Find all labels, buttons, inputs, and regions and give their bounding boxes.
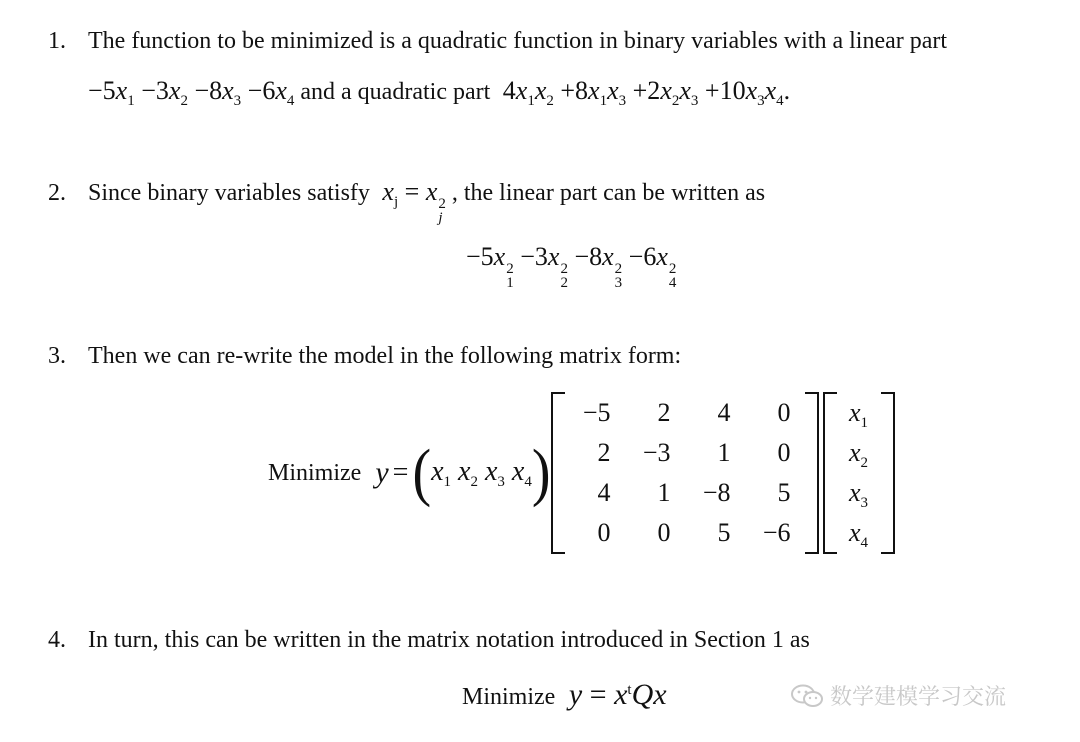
matrix-cell: 1 — [657, 478, 671, 507]
item-1 — [48, 26, 947, 56]
item-text: Then we can re-write the model in the following matrix form: — [88, 343, 682, 369]
minimize-label: Minimize — [268, 459, 362, 486]
matrix-cell: 0 — [777, 438, 791, 467]
matrix-cell: 0 — [657, 518, 671, 547]
vector-left-bracket — [823, 392, 837, 554]
final-equation — [462, 675, 667, 712]
wechat-icon — [790, 683, 824, 709]
matrix-cell: 4 — [597, 478, 611, 507]
item-number: 4. — [48, 627, 66, 653]
matrix-cell: 2 — [597, 438, 611, 467]
matrix-cell: 5 — [717, 518, 731, 547]
matrix-cell: 5 — [777, 478, 791, 507]
item-number: 2. — [48, 180, 66, 206]
matrix-cell: −5 — [582, 398, 611, 427]
matrix-cell: 1 — [717, 438, 731, 467]
item-4 — [48, 625, 810, 655]
y-variable: y — [375, 456, 389, 489]
xtqx-formula: $y = x^tQx$ — [568, 678, 667, 711]
equals-sign: = — [392, 457, 409, 488]
item-2-tail-text: , the linear part can be written as — [451, 180, 766, 206]
watermark-text: 数学建模学习交流 — [830, 685, 1007, 710]
matrix-cell: −8 — [702, 478, 731, 507]
item-2 — [48, 177, 765, 225]
linear-part-formula: $-5x_1 -3x_2 -8x_3 -6x_4$ — [88, 76, 295, 109]
q-matrix — [565, 393, 805, 553]
item-1-formula-line — [88, 76, 790, 116]
squared-linear-formula: −5x 2 1 −3x 2 2 −8x 2 3 −6x 2 4 — [466, 242, 677, 291]
minimize-label: Minimize — [462, 684, 556, 710]
column-vector: $x_1$ $x_2$ $x_3$ $x_4$ — [848, 398, 869, 551]
watermark — [790, 680, 1006, 711]
item-text: The function to be minimized is a quadratic function in binary variables with a linear part — [88, 28, 948, 54]
quadratic-part-formula: $4x_1x_2 +8x_1x_3 +2x_2x_3 +10x_3x_4$. — [496, 76, 791, 109]
right-paren: ) — [531, 437, 551, 509]
vector-right-bracket — [881, 392, 895, 554]
left-paren: ( — [412, 437, 432, 509]
matrix-cell: 0 — [597, 518, 611, 547]
matrix-cell: −3 — [642, 438, 671, 467]
item-text: In turn, this can be written in the matrix notation introduced in Section 1 as — [88, 627, 810, 653]
matrix-right-bracket — [805, 392, 819, 554]
row-vector: $x_1$ $x_2$ $x_3$ $x_4$ — [431, 455, 532, 490]
matrix-cell: 2 — [657, 398, 671, 427]
matrix-cell: 0 — [777, 398, 791, 427]
item-text: Since binary variables satisfy — [88, 180, 370, 206]
matrix-cell: −6 — [762, 518, 791, 547]
item-number: 3. — [48, 343, 66, 369]
and-quadratic-text: and a quadratic part — [300, 79, 491, 105]
item-3 — [48, 341, 681, 371]
matrix-form-equation — [268, 393, 895, 553]
matrix-left-bracket — [551, 392, 565, 554]
item-number: 1. — [48, 28, 66, 54]
binary-identity-formula: $x_j = x$ 2 j — [382, 177, 446, 226]
matrix-cell: 4 — [717, 398, 731, 427]
